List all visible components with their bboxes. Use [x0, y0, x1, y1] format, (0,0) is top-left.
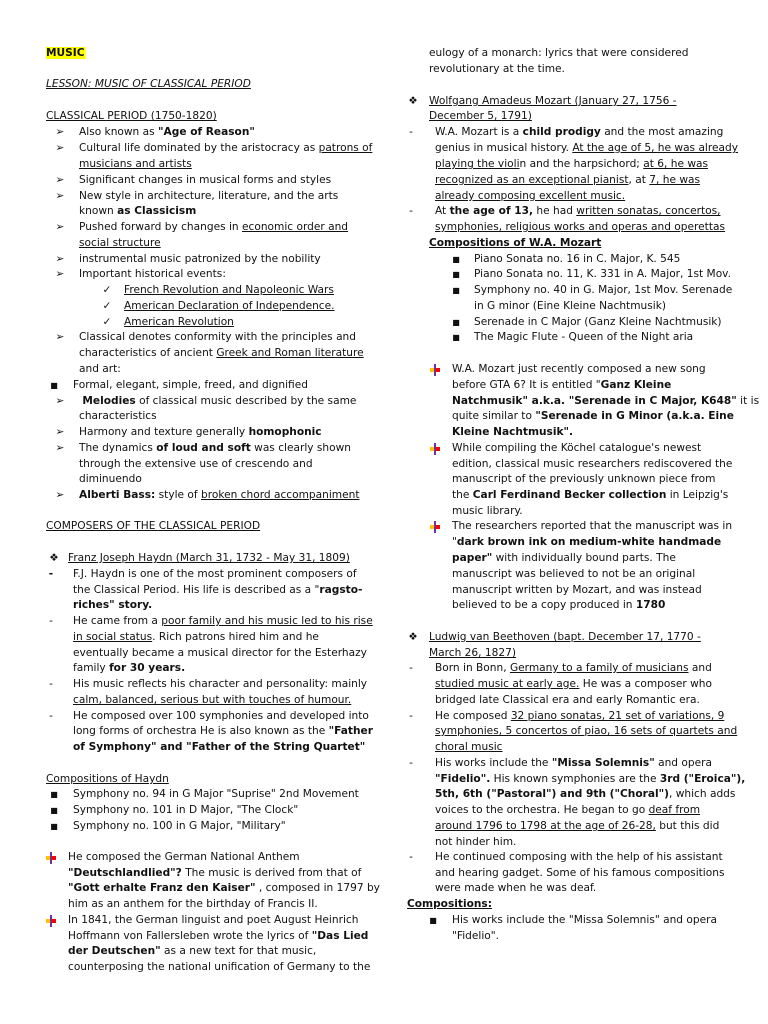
arrow-bullet-icon: ➢	[55, 253, 65, 265]
square-bullet-icon: ■	[452, 270, 460, 279]
arrow-bullet-icon: ➢	[55, 331, 65, 343]
diamond-bullet-icon: ❖	[408, 95, 418, 107]
list-item: The dynamics of loud and soft was clearly shown	[79, 442, 351, 454]
mozart-title-cont: December 5, 1791)	[429, 110, 532, 122]
list-item: Symphony no. 101 in D Major, "The Clock"	[73, 804, 299, 816]
dash-bullet: -	[409, 662, 413, 674]
beethoven-title-cont: March 26, 1827)	[429, 647, 516, 659]
dash-bullet: -	[49, 678, 53, 690]
list-item: He composed 32 piano sonatas, 21 set of variations, 9	[435, 710, 725, 722]
list-item: The researchers reported that the manuscript was in	[452, 520, 733, 532]
dash-bullet: -	[409, 851, 413, 863]
beethoven-title: Ludwig van Beethoven (bapt. December 17, 1770 -	[429, 631, 701, 643]
list-item-cont: in G minor (Eine Kleine Nachtmusik)	[474, 300, 666, 312]
list-item: Melodies of classical music described by the same	[82, 395, 357, 407]
list-item: W.A. Mozart just recently composed a new song	[452, 363, 706, 375]
list-item-cont: long forms of orchestra He is also known as the "Father	[73, 725, 373, 737]
fun-fact-bullet-icon	[46, 915, 56, 927]
arrow-bullet-icon: ➢	[55, 174, 65, 186]
fun-fact-bullet-icon	[430, 521, 440, 533]
arrow-bullet-icon: ➢	[55, 221, 65, 233]
dash-bullet: -	[49, 710, 53, 722]
list-item-cont: voices to the orchestra. He began to go deaf from	[435, 804, 701, 816]
mozart-compositions-title: Compositions of W.A. Mozart	[429, 237, 602, 249]
haydn-compositions-title: Compositions of Haydn	[46, 773, 169, 785]
list-item-cont: and hearing gadget. Some of his famous compositions	[435, 867, 725, 879]
list-item-cont: choral music	[435, 741, 503, 753]
list-item-cont: manuscript of the previously unknown piece from	[452, 473, 716, 485]
dash-bullet: -	[409, 757, 413, 769]
list-item-cont: "Gott erhalte Franz den Kaiser" , composed in 1797 by	[68, 882, 380, 894]
continued-text: eulogy of a monarch: lyrics that were considered	[429, 47, 689, 59]
diamond-bullet-icon: ❖	[49, 552, 59, 564]
list-item: Serenade in C Major (Ganz Kleine Nachtmusik)	[474, 316, 722, 328]
list-item-cont: musicians and artists	[79, 158, 192, 170]
check-icon: ✓	[102, 316, 112, 328]
list-item-cont: already composing excellent music.	[435, 190, 626, 202]
list-item-cont: counterposing the national unification of Germany to the	[68, 961, 371, 973]
subject-title: MUSIC	[46, 47, 85, 59]
square-bullet-icon: ■	[50, 790, 58, 799]
list-item: New style in architecture, literature, and the arts	[79, 190, 339, 202]
arrow-bullet-icon: ➢	[55, 190, 65, 202]
list-item-cont: were made when he was deaf.	[435, 882, 597, 894]
list-item-cont: manuscript was believed to not be an original	[452, 568, 696, 580]
beethoven-compositions-title: Compositions:	[407, 898, 492, 910]
list-item-cont: genius in musical history. At the age of 5, he was already	[435, 142, 739, 154]
list-item-cont: and art:	[79, 363, 121, 375]
check-icon: ✓	[102, 300, 112, 312]
list-item-cont: music library.	[452, 505, 523, 517]
list-item: Harmony and texture generally homophonic	[79, 426, 322, 438]
historical-event: American Revolution	[124, 316, 234, 328]
list-item-cont: paper" with individually bound parts. The	[452, 552, 676, 564]
arrow-bullet-icon: ➢	[55, 395, 65, 407]
list-item: Piano Sonata no. 11, K. 331 in A. Major, 1st Mov.	[474, 268, 731, 280]
list-item: Pushed forward by changes in economic order and	[79, 221, 349, 233]
list-item-cont: Natchmusik" a.k.a. "Serenade in C Major, K648" it is	[452, 395, 760, 407]
list-item-cont: eventually became a musical director for the Esterhazy	[73, 647, 367, 659]
list-item-cont: quite similar to "Serenade in G Minor (a.k.a. Eine	[452, 410, 734, 422]
square-bullet-icon: ■	[429, 916, 437, 925]
list-item: While compiling the Köchel catalogue's newest	[452, 442, 702, 454]
list-item-cont: him as an anthem for the birthday of Francis II.	[68, 898, 318, 910]
list-item-cont: symphonies, religious works and operas and operettas	[435, 221, 725, 233]
list-item-cont: studied music at early age. He was a composer who	[435, 678, 712, 690]
list-item-cont: characteristics	[79, 410, 157, 422]
fun-fact-bullet-icon	[430, 364, 440, 376]
list-item-cont: believed to be a copy produced in 1780	[452, 599, 666, 611]
list-item-cont: Hoffmann von Fallersleben wrote the lyrics of "Das Lied	[68, 930, 369, 942]
list-item-cont: known as Classicism	[79, 205, 197, 217]
continued-text: revolutionary at the time.	[429, 63, 565, 75]
list-item: He composed over 100 symphonies and developed into	[73, 710, 369, 722]
list-item-cont: calm, balanced, serious but with touches of humour.	[73, 694, 352, 706]
list-item: He composed the German National Anthem	[68, 851, 300, 863]
list-item-cont: in social status. Rich patrons hired him and he	[73, 631, 319, 643]
arrow-bullet-icon: ➢	[55, 442, 65, 454]
list-item-cont: through the extensive use of crescendo and	[79, 458, 313, 470]
section-title-composers: COMPOSERS OF THE CLASSICAL PERIOD	[46, 520, 261, 532]
list-item-cont: der Deutschen" as a new text for that music,	[68, 945, 317, 957]
list-item: Important historical events:	[79, 268, 226, 280]
list-item: At the age of 13, he had written sonatas, concertos,	[435, 205, 721, 217]
list-item-cont: symphonies, 5 concertos of piao, 16 sets of quartets and	[435, 725, 738, 737]
arrow-bullet-icon: ➢	[55, 142, 65, 154]
list-item-cont: recognized as an exceptional pianist, at 7, he was	[435, 174, 701, 186]
list-item: His music reflects his character and personality: mainly	[73, 678, 368, 690]
list-item: His works include the "Missa Solemnis" and opera	[452, 914, 717, 926]
list-item: W.A. Mozart is a child prodigy and the most amazing	[435, 126, 724, 138]
arrow-bullet-icon: ➢	[55, 126, 65, 138]
list-item-cont: the Carl Ferdinand Becker collection in Leipzig's	[452, 489, 729, 501]
list-item-cont: "dark brown ink on medium-white handmade	[452, 536, 722, 548]
list-item: Also known as "Age of Reason"	[79, 126, 255, 138]
arrow-bullet-icon: ➢	[55, 489, 65, 501]
list-item: Piano Sonata no. 16 in C. Major, K. 545	[474, 253, 681, 265]
list-item: He continued composing with the help of his assistant	[435, 851, 723, 863]
list-item: Formal, elegant, simple, freed, and dignified	[73, 379, 308, 391]
list-item-cont: of Symphony" and "Father of the String Quartet"	[73, 741, 366, 753]
list-item-cont: not hinder him.	[435, 836, 517, 848]
fun-fact-bullet-icon	[46, 852, 56, 864]
list-item: Symphony no. 94 in G Major "Suprise" 2nd Movement	[73, 788, 359, 800]
square-bullet-icon: ■	[50, 806, 58, 815]
list-item-cont: riches" story.	[73, 599, 153, 611]
list-item-cont: "Fidelio".	[452, 930, 499, 942]
list-item-cont: the Classical Period. His life is described as a "ragsto-	[73, 584, 363, 596]
list-item: Alberti Bass: style of broken chord accompaniment	[79, 489, 360, 501]
list-item-cont: manuscript written by Mozart, and was instead	[452, 584, 702, 596]
list-item-cont: diminuendo	[79, 473, 142, 485]
diamond-bullet-icon: ❖	[408, 631, 418, 643]
dash-bullet: -	[409, 126, 413, 138]
list-item-cont: 5th, 6th ("Pastoral") and 9th ("Choral"), which adds	[435, 788, 736, 800]
square-bullet-icon: ■	[50, 381, 58, 390]
list-item-cont: Kleine Nachtmusik".	[452, 426, 574, 438]
list-item-cont: social structure	[79, 237, 161, 249]
check-icon: ✓	[102, 284, 112, 296]
lesson-title: LESSON: MUSIC OF CLASSICAL PERIOD	[46, 78, 251, 90]
square-bullet-icon: ■	[50, 822, 58, 831]
fun-fact-bullet-icon	[430, 443, 440, 455]
list-item: The Magic Flute - Queen of the Night aria	[474, 331, 694, 343]
list-item: Symphony no. 100 in G Major, "Military"	[73, 820, 286, 832]
list-item: Symphony no. 40 in G. Major, 1st Mov. Serenade	[474, 284, 733, 296]
list-item: Born in Bonn, Germany to a family of musicians and	[435, 662, 712, 674]
square-bullet-icon: ■	[452, 286, 460, 295]
list-item: His works include the "Missa Solemnis" and opera	[435, 757, 712, 769]
list-item-cont: "Fidelio". His known symphonies are the 3rd ("Eroica"),	[435, 773, 746, 785]
square-bullet-icon: ■	[452, 333, 460, 342]
list-item-cont: family for 30 years.	[73, 662, 186, 674]
arrow-bullet-icon: ➢	[55, 268, 65, 280]
square-bullet-icon: ■	[452, 318, 460, 327]
list-item-cont: bridged late Classical era and early Romantic era.	[435, 694, 700, 706]
list-item: In 1841, the German linguist and poet August Heinrich	[68, 914, 359, 926]
list-item: Classical denotes conformity with the principles and	[79, 331, 356, 343]
list-item: Significant changes in musical forms and styles	[79, 174, 332, 186]
dash-bullet: -	[49, 615, 53, 627]
historical-event: French Revolution and Napoleonic Wars	[124, 284, 334, 296]
list-item: instrumental music patronized by the nobility	[79, 253, 321, 265]
square-bullet-icon: ■	[452, 255, 460, 264]
list-item-cont: "Deutschlandlied"? The music is derived from that of	[68, 867, 362, 879]
section-title-classical-period: CLASSICAL PERIOD (1750-1820)	[46, 110, 217, 122]
list-item-cont: playing the violin and the harpsichord; at 6, he was	[435, 158, 709, 170]
arrow-bullet-icon: ➢	[55, 426, 65, 438]
mozart-title: Wolfgang Amadeus Mozart (January 27, 1756 -	[429, 95, 677, 107]
list-item-cont: characteristics of ancient Greek and Roman literature	[79, 347, 364, 359]
list-item: He came from a poor family and his music led to his rise	[73, 615, 373, 627]
list-item-cont: around 1796 to 1798 at the age of 26-28, but this did	[435, 820, 720, 832]
dash-bullet: -	[48, 568, 54, 580]
dash-bullet: -	[409, 710, 413, 722]
dash-bullet: -	[409, 205, 413, 217]
haydn-title: Franz Joseph Haydn (March 31, 1732 - May 31, 1809)	[68, 552, 350, 564]
list-item-cont: edition, classical music researchers rediscovered the	[452, 458, 733, 470]
list-item: Cultural life dominated by the aristocracy as patrons of	[79, 142, 373, 154]
list-item-cont: before GTA 6? It is entitled "Ganz Kleine	[452, 379, 672, 391]
list-item: F.J. Haydn is one of the most prominent composers of	[73, 568, 357, 580]
historical-event: American Declaration of Independence.	[124, 300, 335, 312]
